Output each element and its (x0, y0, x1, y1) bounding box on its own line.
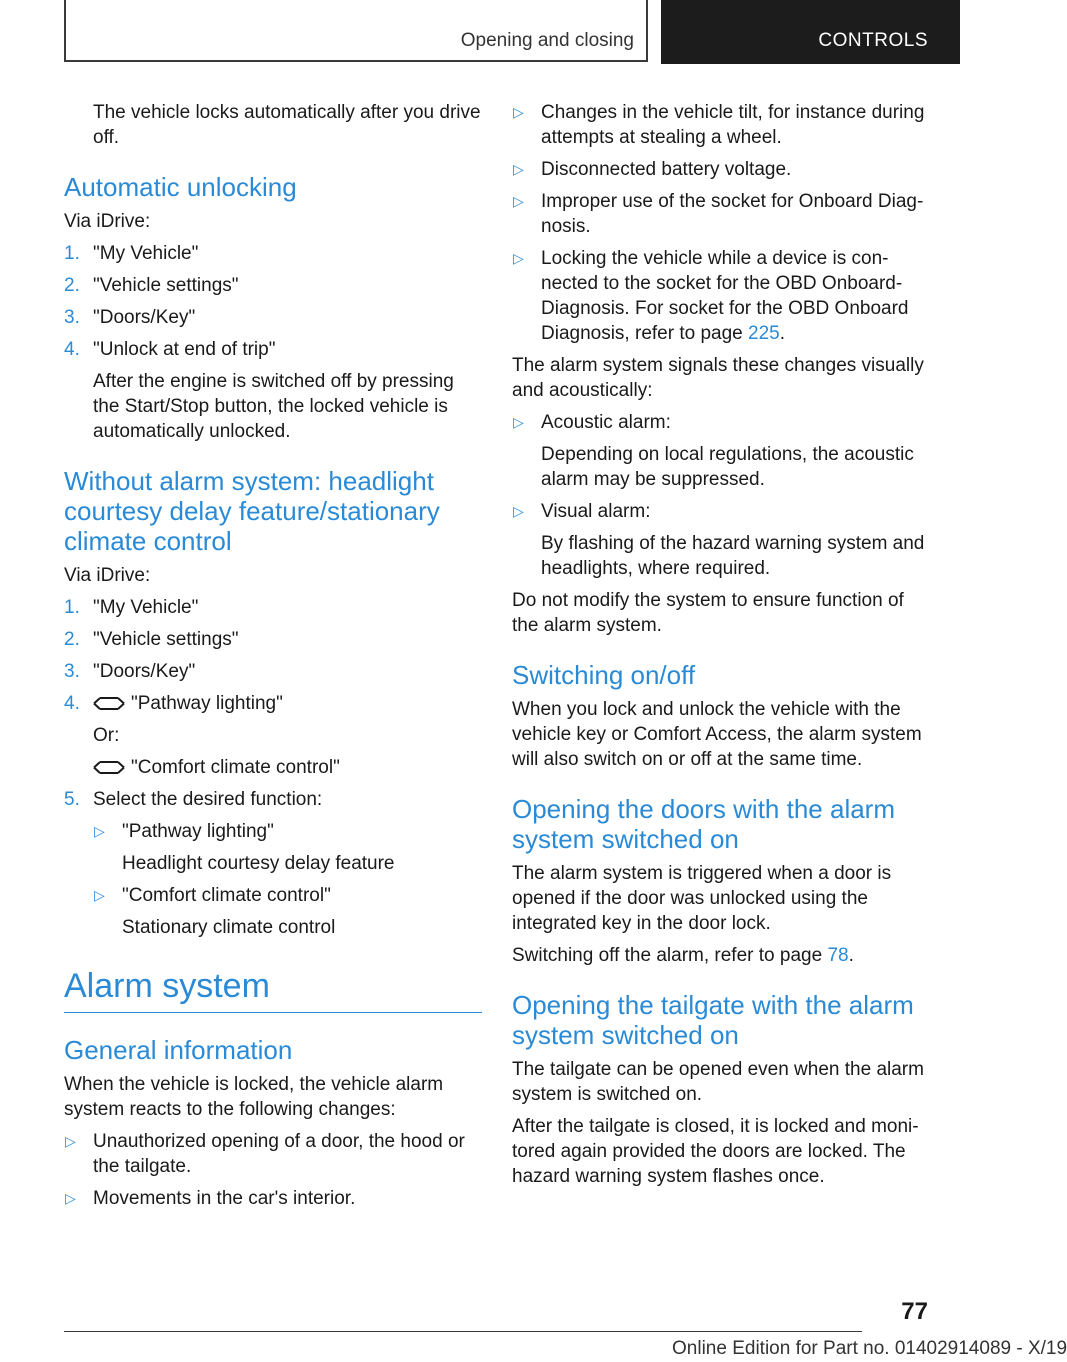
triangle-bullet-icon: ▷ (513, 250, 524, 266)
doors-ref: Switching off the alarm, refer to page 78. (512, 945, 854, 966)
triangle-bullet-icon: ▷ (513, 161, 524, 177)
header-chapter-title: CONTROLS (818, 30, 928, 51)
step-text: "Unlock at end of trip" (93, 339, 276, 360)
list-item (64, 1129, 482, 1179)
item-text: Locking the vehicle while a device is con‐nected to the socket for the OBD Onboard-Diagnosis. For socket for the OBD Onboard Diagnosis, refer to page (541, 248, 909, 344)
step-item (64, 595, 482, 620)
triangle-bullet-icon: ▷ (513, 414, 524, 430)
triangle-bullet-icon: ▷ (94, 887, 105, 903)
alarm-changes-list (64, 1129, 482, 1211)
list-item (512, 189, 930, 239)
signal-title: Visual alarm: (541, 501, 651, 522)
list-item (93, 883, 482, 940)
list-item (64, 1186, 482, 1211)
step-number: 3. (64, 661, 80, 682)
signal-desc: By flashing of the hazard warning system and headlights, where required. (541, 533, 925, 579)
steps-auto-unlock (64, 241, 482, 444)
step-text: "My Vehicle" (93, 597, 199, 618)
step-number: 3. (64, 307, 80, 328)
option-title: "Comfort climate control" (122, 885, 331, 906)
footer-divider (64, 1331, 862, 1332)
step-number: 1. (64, 243, 80, 264)
alarm-changes-list-cont (512, 100, 930, 346)
heading-general-information: General information (64, 1035, 293, 1065)
option-title: "Pathway lighting" (122, 821, 274, 842)
triangle-bullet-icon: ▷ (513, 503, 524, 519)
step-text: "Pathway lighting" (131, 693, 283, 714)
option-desc: Headlight courtesy delay feature (122, 853, 395, 874)
left-column (64, 100, 482, 1218)
ref-text: Switching off the alarm, refer to page (512, 945, 828, 966)
header-chapter-tab (661, 0, 960, 64)
switching-text: When you lock and unlock the vehicle with the vehicle key or Comfort Access, the alarm system will also switch on or off at the same time. (512, 699, 922, 770)
triangle-bullet-icon: ▷ (65, 1133, 76, 1149)
menu-arrow-icon (93, 761, 125, 774)
heading-alarm-system: Alarm system (64, 966, 482, 1013)
option-desc: Stationary climate control (122, 917, 336, 938)
step-note: After the engine is switched off by pressing the Start/Stop button, the locked vehicle is automatically unlocked. (93, 371, 454, 442)
list-item (512, 410, 930, 492)
general-text: When the vehicle is locked, the vehicle alarm system reacts to the following changes: (64, 1074, 444, 1120)
step-text: "Vehicle settings" (93, 629, 239, 650)
step-text: "Comfort climate control" (131, 757, 340, 778)
heading-opening-tailgate: Opening the tailgate with the alarm system switched on (512, 990, 914, 1050)
step-item (64, 691, 482, 780)
step-text: "Doors/Key" (93, 307, 196, 328)
options-list (93, 819, 482, 940)
heading-without-alarm: Without alarm system: headlight courtesy delay feature/stationary climate control (64, 466, 440, 556)
header-section-box (64, 0, 648, 62)
step-item (64, 787, 482, 940)
or-text: Or: (93, 725, 120, 746)
list-item: ▷ Locking the vehicle while a device is con‐nected to the socket for the OBD Onboard-Diagnosis. For socket for the OBD Onboard Diagnosis, refer to page 225. (513, 248, 909, 344)
steps-without-alarm (64, 595, 482, 940)
page-number: 77 (901, 1298, 928, 1325)
footer-edition: Online Edition for Part no. 01402914089 - X/19 (672, 1338, 1067, 1359)
item-text: Unauthorized opening of a door, the hood or the tailgate. (93, 1131, 465, 1177)
heading-opening-doors: Opening the doors with the alarm system switched on (512, 794, 895, 854)
item-text: Improper use of the socket for Onboard Diag‐nosis. (541, 191, 924, 237)
step-number: 4. (64, 339, 80, 360)
step-number: 1. (64, 597, 80, 618)
signal-desc: Depending on local regulations, the acoustic alarm may be suppressed. (541, 444, 914, 490)
list-item (512, 157, 930, 182)
via-idrive-text: Via iDrive: (64, 211, 151, 232)
intro-text: The vehicle locks automatically after you drive off. (93, 102, 481, 148)
triangle-bullet-icon: ▷ (94, 823, 105, 839)
step-alternative (93, 755, 482, 780)
step-number: 5. (64, 789, 80, 810)
step-item (64, 273, 482, 298)
tailgate-text-1: The tailgate can be opened even when the alarm system is switched on. (512, 1059, 924, 1105)
list-item (93, 819, 482, 876)
triangle-bullet-icon: ▷ (513, 104, 524, 120)
header-section-title: Opening and closing (460, 30, 634, 51)
triangle-bullet-icon: ▷ (65, 1190, 76, 1206)
heading-switching: Switching on/off (512, 660, 696, 690)
step-item (64, 659, 482, 684)
list-item (512, 499, 930, 581)
tailgate-text-2: After the tailgate is closed, it is locked and moni‐tored again provided the doors are locked. The hazard warning system flashes once. (512, 1116, 919, 1187)
triangle-bullet-icon: ▷ (513, 193, 524, 209)
step-number: 2. (64, 275, 80, 296)
signals-text: The alarm system signals these changes visually and acoustically: (512, 355, 924, 401)
item-text: Disconnected battery voltage. (541, 159, 792, 180)
right-column (512, 100, 930, 1196)
step-item (64, 241, 482, 266)
step-item (64, 337, 482, 444)
page-ref-link[interactable]: 225 (748, 323, 780, 344)
menu-arrow-icon (93, 697, 125, 710)
no-modify-text: Do not modify the system to ensure function of the alarm system. (512, 590, 904, 636)
step-number: 4. (64, 693, 80, 714)
via-idrive-text: Via iDrive: (64, 565, 151, 586)
step-text: "Vehicle settings" (93, 275, 239, 296)
step-text: "My Vehicle" (93, 243, 199, 264)
step-item (64, 627, 482, 652)
list-item (512, 100, 930, 150)
item-text: Movements in the car's interior. (93, 1188, 356, 1209)
heading-automatic-unlocking: Automatic unlocking (64, 172, 297, 202)
step-item (64, 305, 482, 330)
signals-list (512, 410, 930, 581)
page-ref-link[interactable]: 78 (827, 945, 849, 966)
signal-title: Acoustic alarm: (541, 412, 671, 433)
step-number: 2. (64, 629, 80, 650)
doors-text: The alarm system is triggered when a door is opened if the door was unlocked using the integrated key in the door lock. (512, 863, 892, 934)
item-text: Changes in the vehicle tilt, for instance during attempts at stealing a wheel. (541, 102, 925, 148)
step-text: Select the desired function: (93, 789, 323, 810)
step-text: "Doors/Key" (93, 661, 196, 682)
